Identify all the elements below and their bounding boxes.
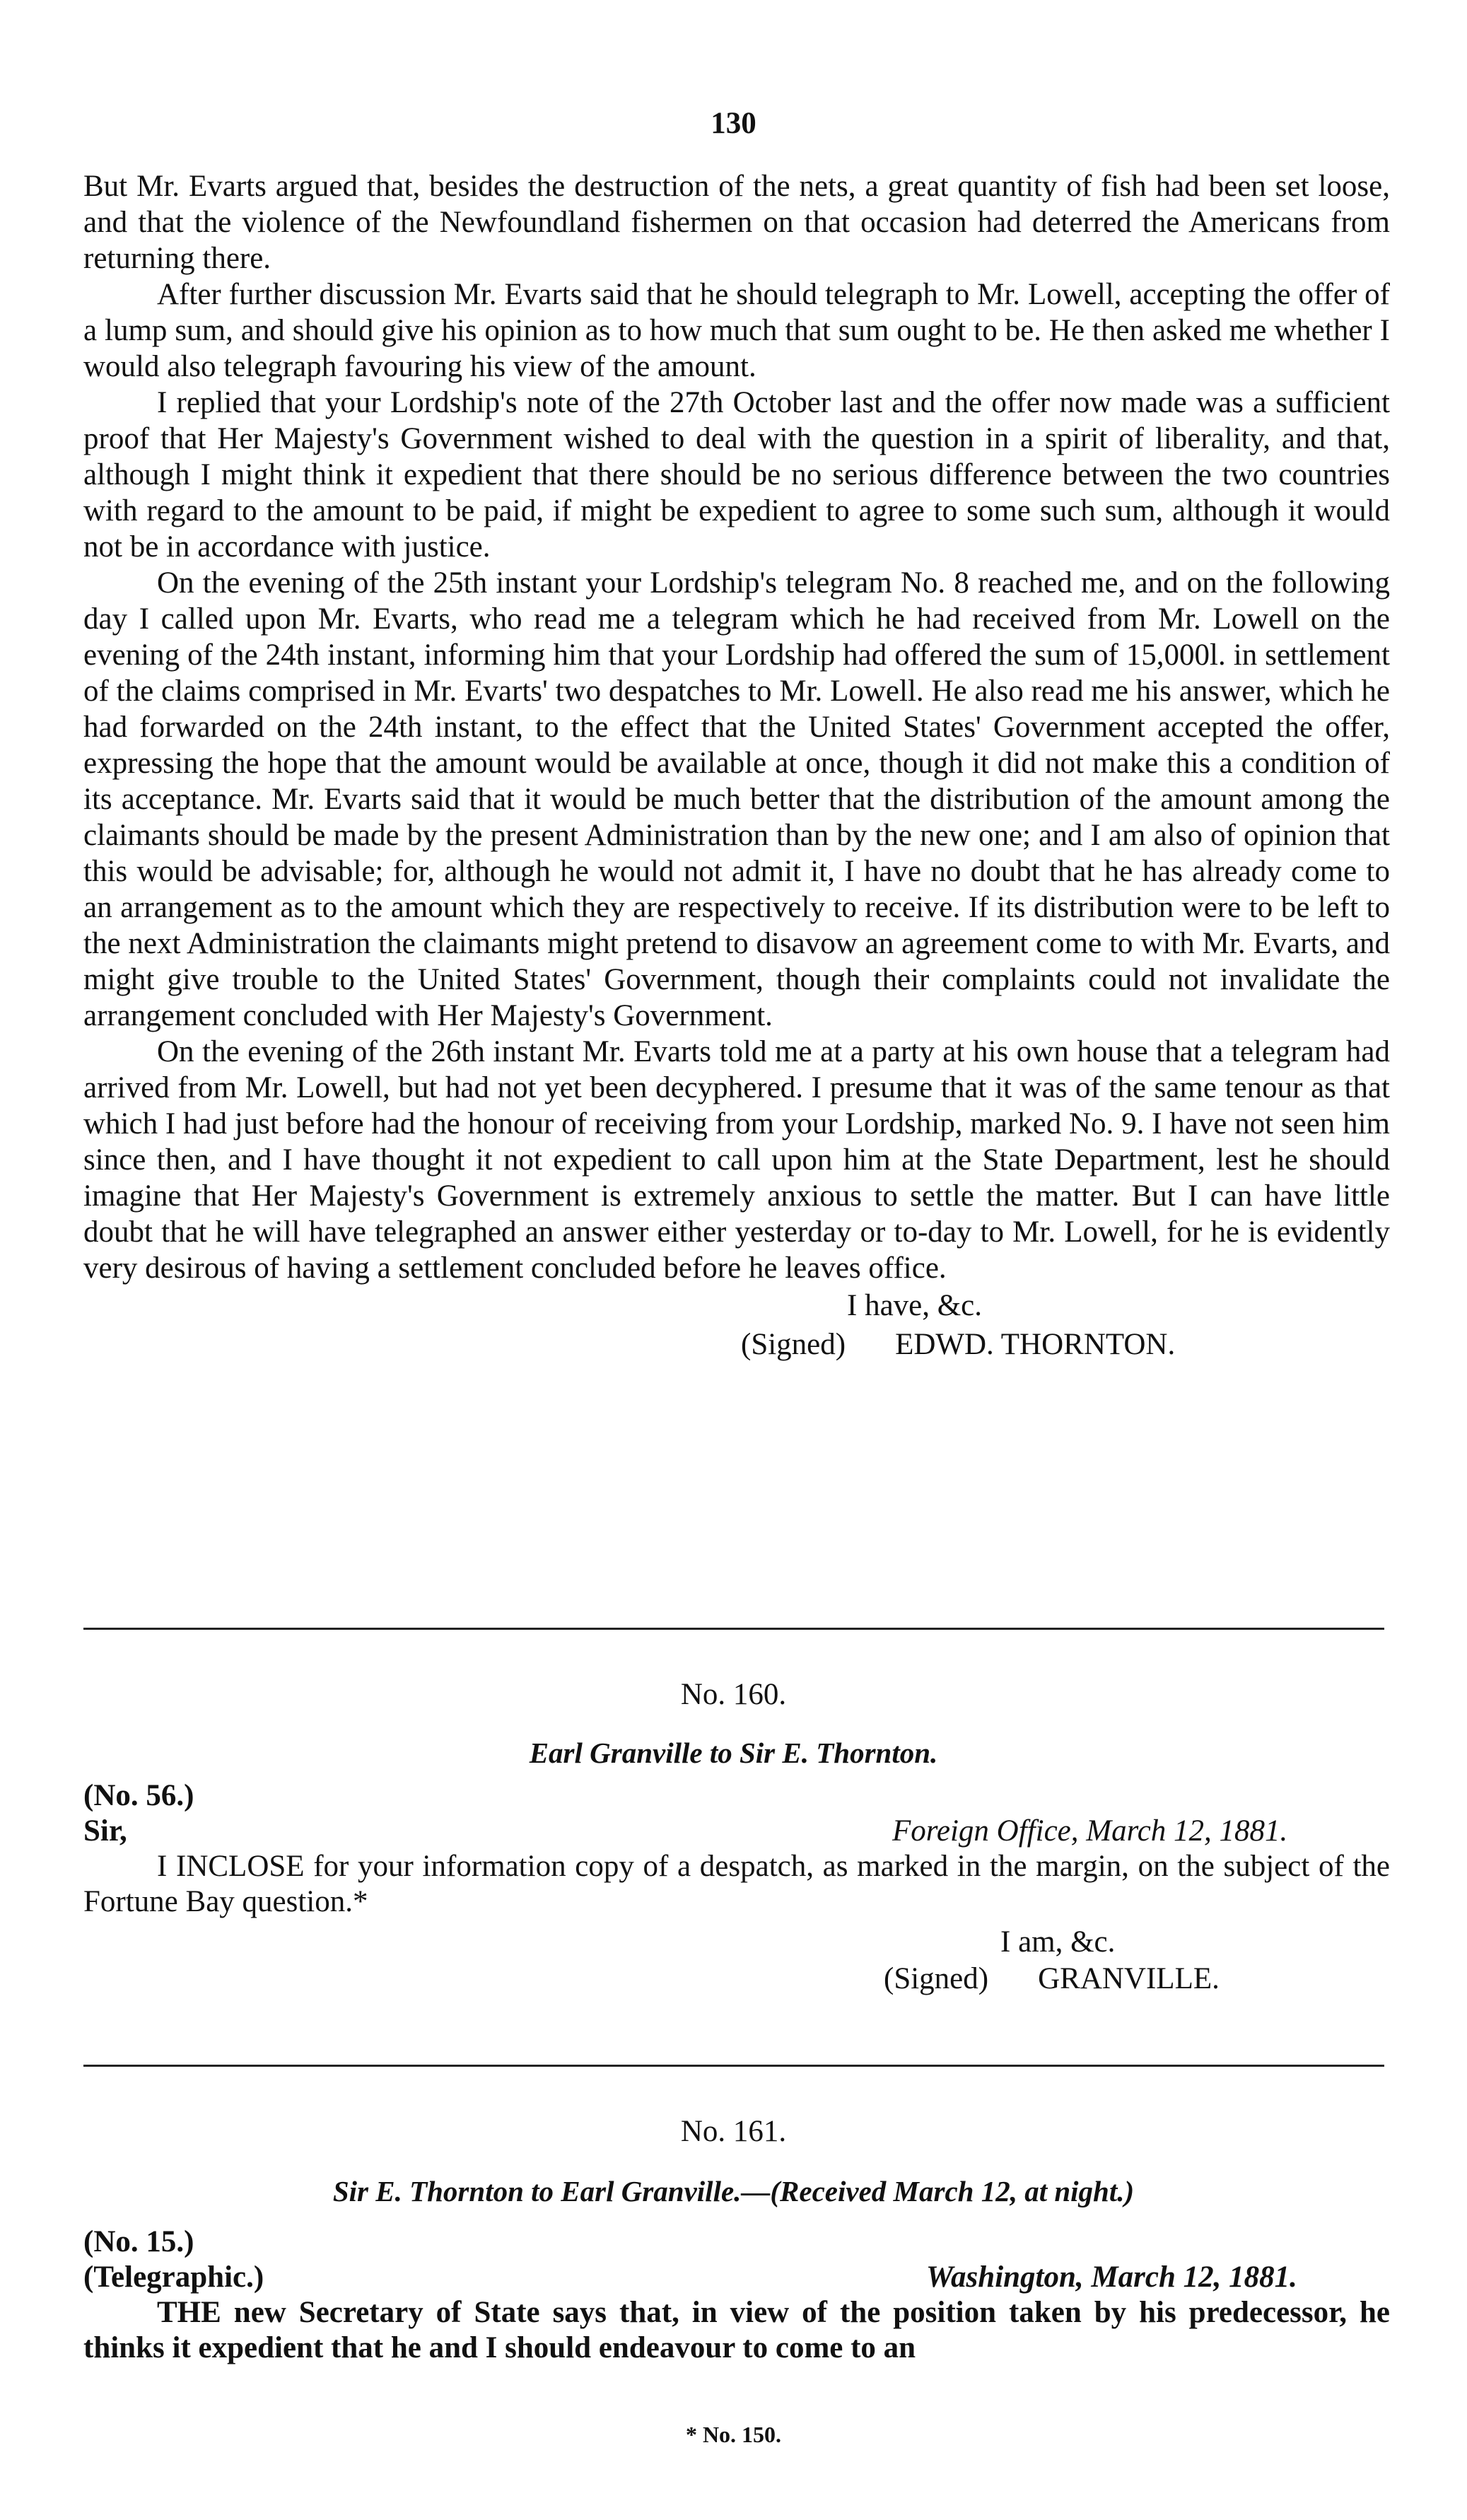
signatory-name: EDWD. THORNTON. <box>895 1328 1176 1361</box>
signature-line-160 <box>884 1961 1220 1997</box>
paragraph-1: But Mr. Evarts argued that, besides the destruction of the nets, a great quantity of fish had been set loose, and that the violence of the Newfoundland fishermen on that occasion had deterred the Americans from returning there. <box>83 170 1390 275</box>
signed-label: (Signed) <box>741 1328 846 1361</box>
document-number-161: No. 161. <box>680 2115 787 2148</box>
paragraph-3: I replied that your Lordship's note of the 27th October last and the offer now made was a sufficient proof that Her Majesty's Government wished to deal with the question in a spirit of liberality, and that, although I might think it expedient that there should be no serious difference between the two countries with regard to the amount to be paid, if might be expedient to agree to some such sum, although it would not be in accordance with justice. <box>83 386 1390 564</box>
document-heading-160: Earl Granville to Sir E. Thornton. <box>529 1737 938 1769</box>
footnote: * No. 150. <box>685 2422 782 2447</box>
section-divider <box>83 1628 1384 1630</box>
section-divider-2 <box>83 2065 1384 2067</box>
reference-number-160: (No. 56.) <box>83 1779 194 1812</box>
paragraph-2: After further discussion Mr. Evarts said that he should telegraph to Mr. Lowell, accepting the offer of a lump sum, and should give his opinion as to how much that sum ought to be. He then asked me whether I would also telegraph favouring his view of the amount. <box>83 278 1390 383</box>
document-number-160: No. 160. <box>680 1678 787 1711</box>
place-date-161: Washington, March 12, 1881. <box>926 2261 1297 2294</box>
signature-line <box>741 1325 1390 1364</box>
place-date-160: Foreign Office, March 12, 1881. <box>892 1814 1288 1848</box>
paragraph-4: On the evening of the 25th instant your Lordship's telegram No. 8 reached me, and on the following day I called upon Mr. Evarts, who read me a telegram which he had received from Mr. Lowell on the evening of the 24th instant, informing him that your Lordship had offered the sum of 15,000l. in settlement of the claims comprised in Mr. Evarts' two despatches to Mr. Lowell. He also read me his answer, which he had forwarded on the 24th instant, to the effect that the United States' Government accepted the offer, expressing the hope that the amount would be available at once, though it did not make this a condition of its acceptance. Mr. Evarts said that it would be much better that the distribution of the amount among the claimants should be made by the present Administration than by the new one; and I am also of opinion that this would be advisable; for, although he would not admit it, I have no doubt that he has already come to an arrangement as to the amount which they are respectively to receive. If its distribution were to be left to the next Administration the claimants might pretend to disavow an agreement come to with Mr. Evarts, and might give trouble to the United States' Government, though their complaints could not invalidate the arrangement concluded with Her Majesty's Government. <box>83 566 1390 1032</box>
letter-body <box>83 168 1390 1364</box>
body-text-161: THE new Secretary of State says that, in view of the position taken by his predecessor, he thinks it expedient that he and I should endeavour to come to an <box>83 2296 1390 2364</box>
closing-formula-160: I am, &c. <box>1000 1925 1116 1959</box>
salutation: Sir, <box>83 1814 127 1848</box>
page-number: 130 <box>711 107 756 140</box>
closing-formula: I have, &c. <box>847 1289 983 1322</box>
telegraphic-label: (Telegraphic.) <box>83 2261 264 2294</box>
document-heading-161: Sir E. Thornton to Earl Granville.—(Received March 12, at night.) <box>332 2175 1135 2207</box>
signatory-name-160: GRANVILLE. <box>1038 1962 1220 1995</box>
body-text-160: I INCLOSE for your information copy of a despatch, as marked in the margin, on the subject of the Fortune Bay question.* <box>83 1850 1390 1918</box>
signed-label-160: (Signed) <box>884 1962 989 1995</box>
paragraph-5: On the evening of the 26th instant Mr. Evarts told me at a party at his own house that a telegram had arrived from Mr. Lowell, but had not yet been decyphered. I presume that it was of the same tenour as that which I had just before had the honour of receiving from your Lordship, marked No. 9. I have not seen him since then, and I have thought it not expedient to call upon him at the State Department, lest he should imagine that Her Majesty's Government is extremely anxious to settle the matter. But I can have little doubt that he will have telegraphed an answer either yesterday or to-day to Mr. Lowell, for he is evidently very desirous of having a settlement concluded before he leaves office. <box>83 1035 1390 1285</box>
reference-number-161: (No. 15.) <box>83 2225 194 2258</box>
